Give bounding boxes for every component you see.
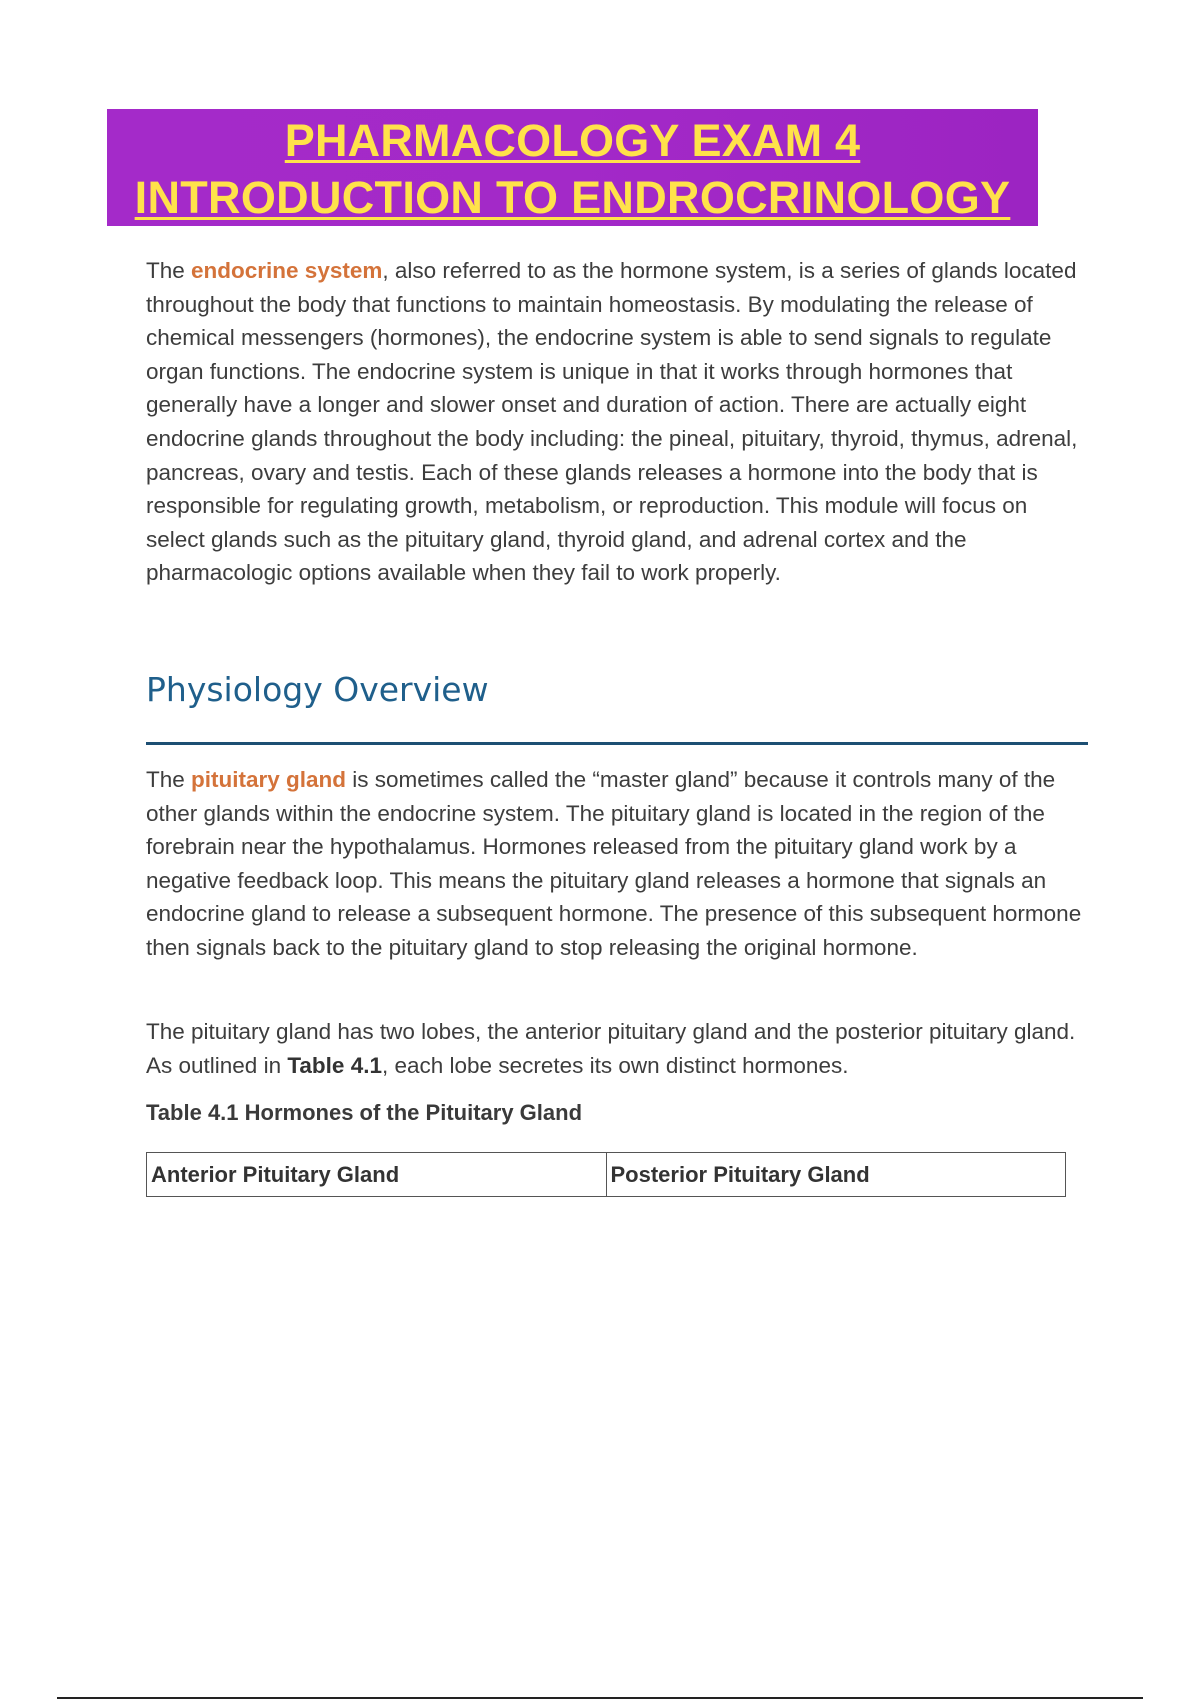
pituitary-section (146, 763, 1091, 965)
title-line-1: PHARMACOLOGY EXAM 4 (284, 115, 861, 166)
intro-paragraph (146, 254, 1091, 590)
intro-section (146, 254, 1091, 590)
pituitary-hormones-table (146, 1152, 1066, 1197)
title-banner (107, 109, 1038, 226)
header-posterior: Posterior Pituitary Gland (606, 1153, 1066, 1197)
endocrine-system-term: endocrine system (191, 258, 383, 283)
intro-text: , also referred to as the hormone system, is a series of glands located throughout the body that functions to maintain homeostasis. By modulating the release of chemical messengers (hormones), the endocrine system is able to send signals to regulate organ functions. The endocrine system is unique in that it works through hormones that generally have a longer and slower onset and duration of action. There are actually eight endocrine glands throughout the body including: the pineal, pituitary, thyroid, thymus, adrenal, pancreas, ovary and testis. Each of these glands releases a hormone into the body that is responsible for regulating growth, metabolism, or reproduction. This module will focus on select glands such as the pituitary gland, thyroid gland, and adrenal cortex and the pharmacologic options available when they fail to work properly. (146, 258, 1078, 586)
pituitary-text: is sometimes called the “master gland” because it controls many of the other glands within the endocrine system. The pituitary gland is located in the region of the forebrain near the hypothalamus. Hormones released from the pituitary gland work by a negative feedback loop. This means the pituitary gland releases a hormone that signals an endocrine gland to release a subsequent hormone. The presence of this subsequent hormone then signals back to the pituitary gland to stop releasing the original hormone. (146, 767, 1082, 960)
pituitary-lead: The (146, 767, 192, 792)
table-caption: Table 4.1 Hormones of the Pituitary Gland (146, 1100, 583, 1125)
lobes-paragraph (146, 1015, 1091, 1082)
pituitary-gland-term: pituitary gland (191, 767, 347, 792)
intro-lead: The (146, 258, 192, 283)
lobes-before: The pituitary gland has two lobes, the anterior pituitary gland and the posterior pituitary gland. As outlined in (146, 1019, 1076, 1078)
header-anterior: Anterior Pituitary Gland (147, 1153, 607, 1197)
section-divider (146, 742, 1088, 745)
page-bottom-rule (57, 1697, 1143, 1699)
lobes-section (146, 1015, 1091, 1082)
section-heading: Physiology Overview (146, 670, 489, 709)
lobes-after: , each lobe secretes its own distinct hormones. (381, 1052, 849, 1078)
title-line-2: INTRODUCTION TO ENDROCRINOLOGY (134, 172, 1011, 223)
pituitary-paragraph (146, 763, 1091, 965)
table-reference: Table 4.1 (287, 1052, 382, 1078)
table-header-row (147, 1153, 1066, 1197)
